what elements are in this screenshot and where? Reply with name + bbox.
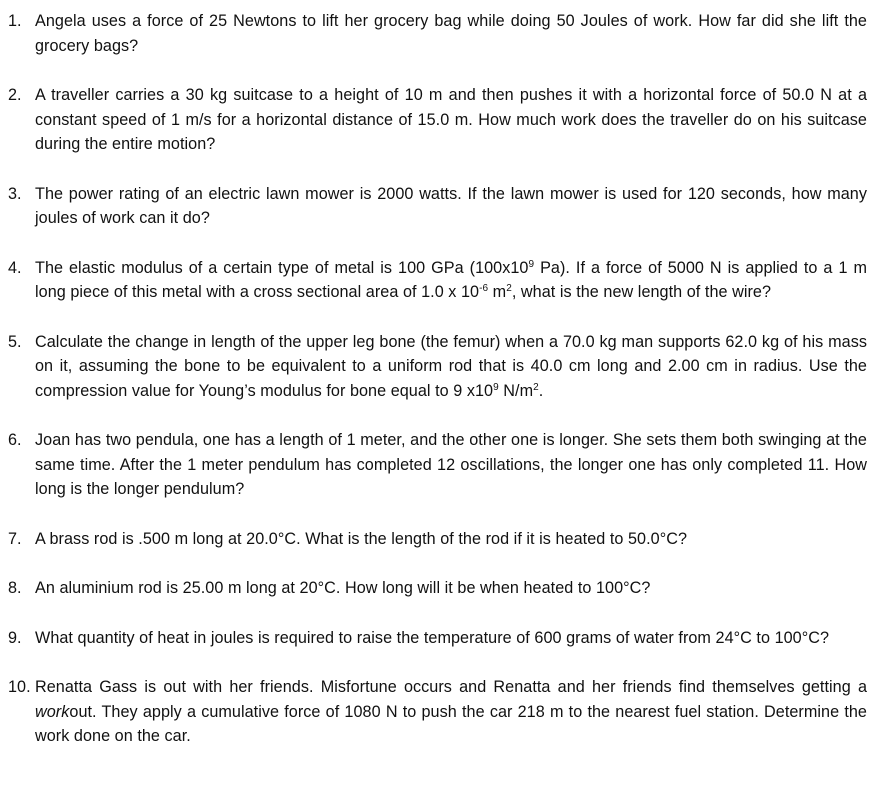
superscript: 9 (493, 381, 499, 393)
question-9 (8, 626, 867, 651)
superscript: -6 (479, 283, 489, 294)
question-text: What quantity of heat in joules is required to raise the temperature of 600 grams of water from 24°C to 100°C? (35, 628, 830, 647)
text-segment: Pa). If a force of 5000 N is applied to a 1 m long piece of this metal with a cross sectional area of 1.0 x 10 (35, 258, 867, 301)
question-number: 7. (8, 529, 22, 548)
superscript: 2 (506, 283, 512, 294)
question-text: A brass rod is .500 m long at 20.0°C. What is the length of the rod if it is heated to 50.0°C? (35, 529, 688, 548)
question-2 (8, 83, 867, 157)
question-text: A traveller carries a 30 kg suitcase to a height of 10 m and then pushes it with a horizontal force of 50.0 N at a constant speed of 1 m/s for a horizontal distance of 15.0 m. How much work does the traveller do on his suitcase during the entire motion? (35, 86, 867, 153)
question-number: 4. (8, 258, 22, 277)
question-1 (8, 9, 867, 58)
question-text: The power rating of an electric lawn mower is 2000 watts. If the lawn mower is used for 120 seconds, how many joules of work can it do? (35, 184, 867, 227)
question-text (35, 256, 867, 305)
text-segment: Calculate the change in length of the upper leg bone (the femur) when a 70.0 kg man supports 62.0 kg of his mass on it, assuming the bone to be equivalent to a uniform rod that is 40.0 cm long and 2.00 cm in radius. Use the compression value for Young’s modulus for bone equal to 9 x10 (35, 332, 867, 400)
question-text: Angela uses a force of 25 Newtons to lift her grocery bag while doing 50 Joules of work. How far did she lift the grocery bags? (35, 12, 867, 55)
superscript: 9 (528, 258, 535, 270)
question-5 (8, 330, 867, 404)
text-segment: The elastic modulus of a certain type of metal is 100 GPa (100x10 (35, 258, 529, 277)
question-number: 10. (8, 678, 31, 696)
question-number: 9. (8, 628, 22, 647)
question-4 (8, 256, 867, 305)
question-text: An aluminium rod is 25.00 m long at 20°C. How long will it be when heated to 100°C? (35, 579, 651, 597)
question-number: 6. (8, 431, 22, 449)
superscript: 2 (533, 381, 539, 393)
question-7 (8, 527, 867, 552)
question-number: 5. (8, 332, 22, 351)
text-segment: . (538, 381, 544, 400)
text-segment: , what is the new length of the wire? (511, 283, 772, 301)
question-text (35, 675, 867, 749)
question-10 (8, 675, 867, 749)
question-text (35, 330, 867, 404)
question-number: 2. (8, 86, 22, 104)
text-segment: m (488, 283, 507, 301)
question-6 (8, 428, 867, 502)
question-number: 3. (8, 184, 22, 203)
question-number: 1. (8, 12, 22, 30)
question-3 (8, 182, 867, 231)
text-segment: out. They apply a cumulative force of 1080 N to push the car 218 m to the nearest fuel station. Determine the work done on the car. (35, 702, 867, 745)
text-segment: Renatta Gass is out with her friends. Misfortune occurs and Renatta and her friends find themselves getting a (35, 678, 867, 696)
emphasis-text: work (35, 702, 70, 721)
question-text: Joan has two pendula, one has a length of 1 meter, and the other one is longer. She sets them both swinging at the same time. After the 1 meter pendulum has completed 12 oscillations, the longer one has only completed 11. How long is the longer pendulum? (35, 431, 867, 498)
question-8 (8, 576, 867, 601)
question-number: 8. (8, 579, 22, 597)
text-segment: N/m (498, 381, 534, 400)
